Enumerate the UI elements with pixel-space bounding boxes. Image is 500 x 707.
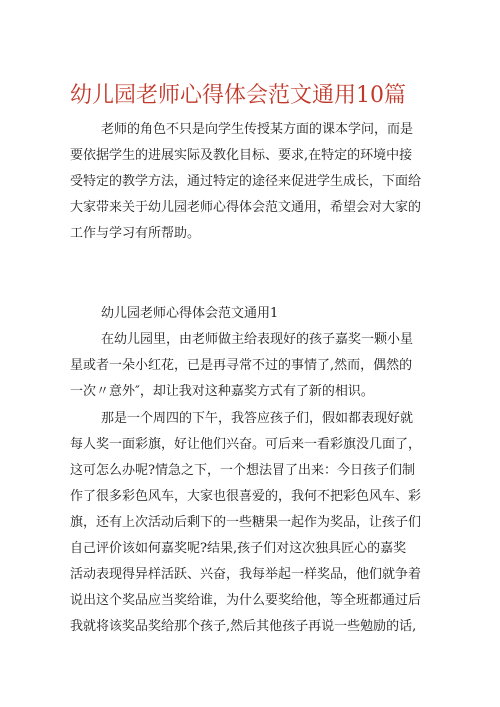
intro-line: 工作与学习有所帮助。 — [70, 226, 201, 241]
intro-line: 大家带来关于幼儿园老师心得体会范文通用，希望会对大家的 — [70, 200, 422, 215]
intro-line: 老师的角色不只是向学生传授某方面的课本学问，而是 — [101, 122, 414, 137]
intro-line: 受特定的教学方法，通过特定的途径来促进学生成长，下面给 — [70, 174, 422, 189]
document-title: 幼儿园老师心得体会范文通用10篇 — [70, 83, 406, 108]
paragraph-line: 作了很多彩色风车，大家也很喜爱的，我何不把彩色风车、彩 — [70, 489, 422, 504]
paragraph-line: 自己评价该如何嘉奖呢?结果,孩子们对这次独具匠心的嘉奖 — [70, 541, 407, 556]
paragraph-line: 一次〃意外″，却让我对这种嘉奖方式有了新的相识。 — [70, 384, 374, 399]
paragraph-line: 星或者一朵小红花，已是再寻常不过的事情了,然而，偶然的 — [70, 358, 413, 373]
paragraph-line: 在幼儿园里，由老师做主给表现好的孩子嘉奖一颗小星 — [101, 332, 414, 347]
paragraph-line: 那是一个周四的下午，我答应孩子们，假如都表现好就 — [101, 411, 414, 426]
paragraph-line: 活动表现得异样活跃、兴奋，我每举起一样奖品，他们就争着 — [70, 567, 422, 582]
paragraph-line: 这可怎么办呢?情急之下，一个想法冒了出来：今日孩子们制 — [70, 463, 415, 478]
paragraph-line: 我就将该奖品奖给那个孩子,然后其他孩子再说一些勉励的话, — [70, 619, 417, 634]
section-heading: 幼儿园老师心得体会范文通用1 — [101, 306, 279, 321]
paragraph-line: 旗，还有上次活动后剩下的一些糖果一起作为奖品，让孩子们 — [70, 515, 422, 530]
paragraph-line: 每人奖一面彩旗，好让他们兴奋。可后来一看彩旗没几面了， — [70, 437, 422, 452]
intro-line: 要依据学生的进展实际及教化目标、要求,在特定的环境中接 — [70, 148, 413, 163]
paragraph-line: 说出这个奖品应当奖给谁，为什么要奖给他，等全班都通过后 — [70, 593, 422, 608]
